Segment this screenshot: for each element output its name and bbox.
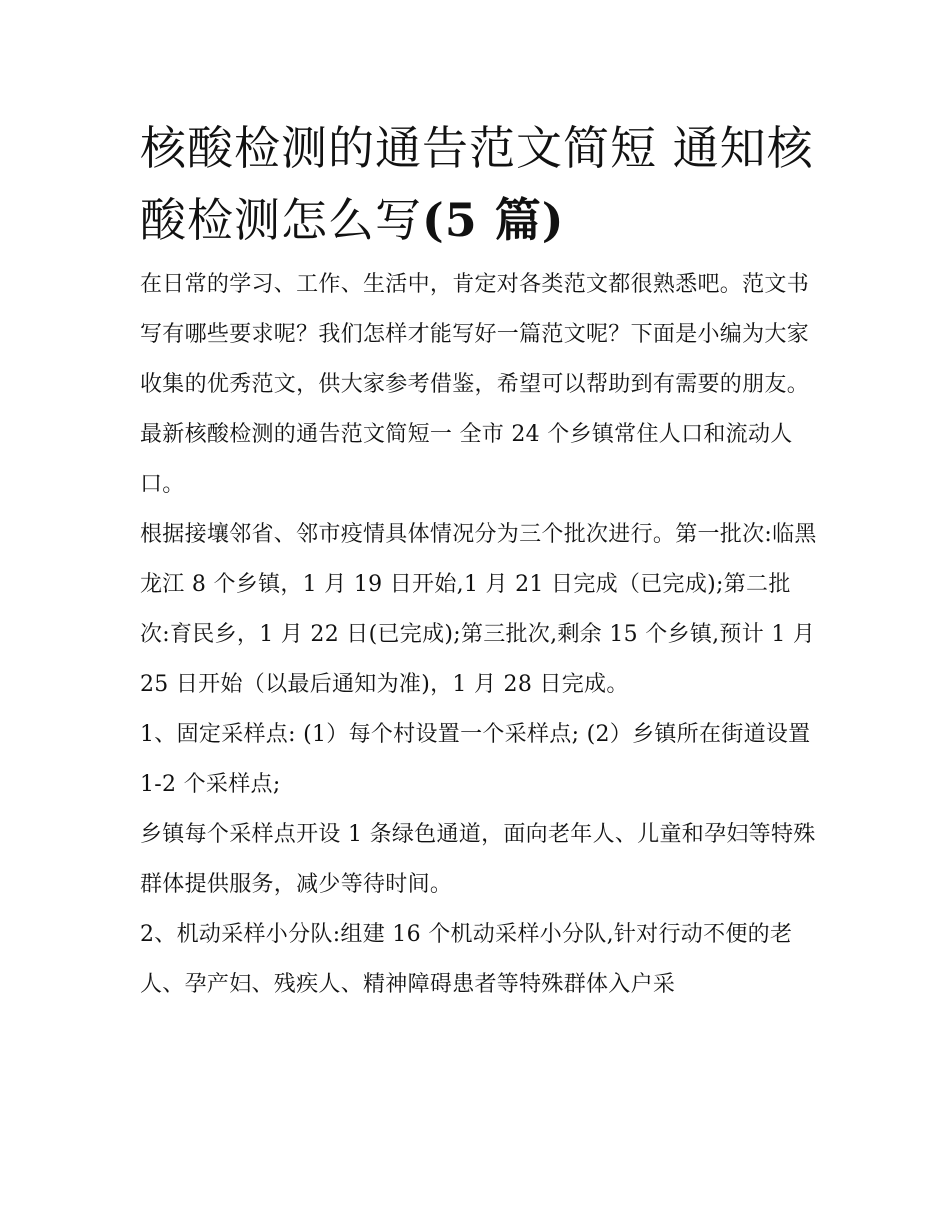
- document-content: [140, 112, 820, 1010]
- document-title: [140, 112, 820, 256]
- paragraph-mobile-team: 2、机动采样小分队:组建 16 个机动采样小分队,针对行动不便的老人、孕产妇、残疾人、精神障碍患者等特殊群体入户采: [140, 922, 793, 997]
- paragraph-green-channel: 乡镇每个采样点开设 1 条绿色通道，面向老年人、儿童和孕妇等特殊群体提供服务，减少等待时间。: [140, 822, 816, 897]
- paragraph-intro: 在日常的学习、工作、生活中，肯定对各类范文都很熟悉吧。范文书写有哪些要求呢？我们怎样才能写好一篇范文呢？下面是小编为大家收集的优秀范文，供大家参考借鉴，希望可以帮助到有需要的朋友。: [140, 272, 810, 397]
- paragraph-batches: 根据接壤邻省、邻市疫情具体情况分为三个批次进行。第一批次:临黑龙江 8 个乡镇，1 月 19 日开始,1 月 21 日完成（已完成);第二批次:育民乡，1 月 22 日(已完成);第三批次,剩余 15 个乡镇,预计 1 月 25 日开始（以最后通知为准)，1 月 28 日完成。: [140, 522, 817, 697]
- paragraph-scope: 最新核酸检测的通告范文简短一 全市 24 个乡镇常住人口和流动人口。: [140, 422, 793, 497]
- title-count: (5 篇): [422, 193, 565, 247]
- paragraph-fixed-sampling: 1、固定采样点: (1）每个村设置一个采样点; (2）乡镇所在街道设置 1-2 个采样点;: [140, 722, 811, 797]
- title-text: 核酸检测的通告范文简短 通知核酸检测怎么写: [140, 121, 814, 247]
